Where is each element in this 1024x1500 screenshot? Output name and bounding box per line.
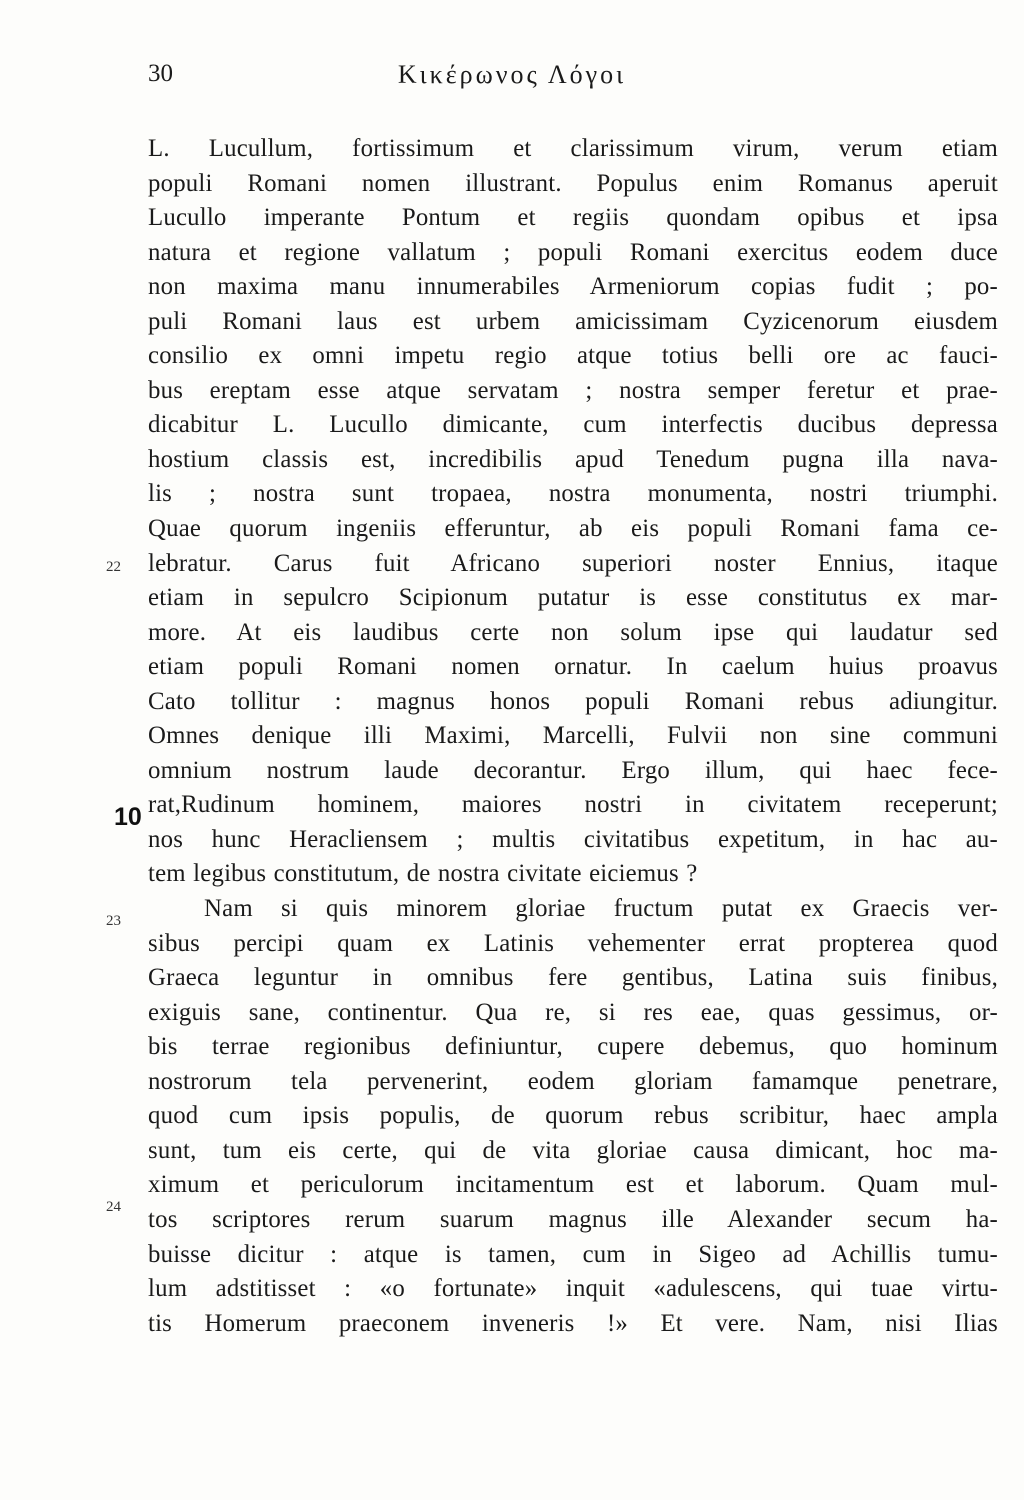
text-line: exiguis sane, continentur. Qua re, si res eae, quas gessimus, or- [148,998,998,1026]
section-marker-24 [0,1190,1024,1225]
text-line: Nam si quis minorem gloriae fructum putat ex Graecis ver- [204,895,998,923]
text-line: Graeca leguntur in omnibus fere gentibus, Latina suis finibus, [148,964,998,992]
text-line: ximum et periculorum incitamentum est et laborum. Quam mul- [148,1171,998,1199]
text-line: Omnes denique illi Maximi, Marcelli, Fulvii non sine communi [148,722,998,750]
text-line: Quae quorum ingeniis efferuntur, ab eis populi Romani fama ce- [148,515,998,543]
text-line: puli Romani laus est urbem amicissimam Cyzicenorum eiusdem [148,307,998,335]
text-line: sunt, tum eis certe, qui de vita gloriae causa dimicant, hoc ma- [148,1136,998,1164]
page-number: 30 [148,60,173,87]
body-text [148,132,998,1341]
text-line: etiam populi Romani nomen ornatur. In caelum huius proavus [148,653,998,681]
text-line: nos hunc Heracliensem ; multis civitatibus expetitum, in hac au- [148,825,998,853]
line-number: 10 [114,803,142,831]
text-line: more. At eis laudibus certe non solum ipse qui laudatur sed [148,618,998,646]
text-line: tos scriptores rerum suarum magnus ille Alexander secum ha- [148,1205,998,1233]
text-line: populi Romani nomen illustrant. Populus enim Romanus aperuit [148,169,998,197]
text-line: tem legibus constitutum, de nostra civitate eiciemus ? [148,860,698,888]
section-number: 24 [106,1199,121,1215]
text-line: sibus percipi quam ex Latinis vehementer errat propterea quod [148,929,998,957]
section-number: 23 [106,913,121,929]
text-line: lis ; nostra sunt tropaea, nostra monumenta, nostri triumphi. [148,480,998,508]
text-line: omnium nostrum laude decorantur. Ergo illum, qui haec fece- [148,756,998,784]
text-line: Lucullo imperante Pontum et regiis quondam opibus et ipsa [148,204,998,232]
page-header [0,60,1024,94]
text-line: dicabitur L. Lucullo dimicante, cum interfectis ducibus depressa [148,411,998,439]
text-line: Cato tollitur : magnus honos populi Romani rebus adiungitur. [148,687,998,715]
text-line: quod cum ipsis populis, de quorum rebus scribitur, haec ampla [148,1102,998,1130]
text-line: nostrorum tela pervenerint, eodem gloriam famamque penetrare, [148,1067,998,1095]
text-line: lebratur. Carus fuit Africano superiori noster Ennius, itaque [148,549,998,577]
text-line: hostium classis est, incredibilis apud Tenedum pugna illa nava- [148,445,998,473]
section-marker-22 [0,550,1024,585]
line-marker-10 [0,800,1024,835]
text-line: bis terrae regionibus definiuntur, cupere debemus, quo hominum [148,1033,998,1061]
section-number: 22 [106,559,121,575]
text-line: natura et regione vallatum ; populi Romani exercitus eodem duce [148,238,998,266]
text-line: tis Homerum praeconem inveneris !» Et vere. Nam, nisi Ilias [148,1309,998,1337]
text-line: lum adstitisset : «o fortunate» inquit «adulescens, qui tuae virtu- [148,1275,998,1303]
text-line: non maxima manu innumerabiles Armeniorum copias fudit ; po- [148,273,998,301]
text-line: consilio ex omni impetu regio atque totius belli ore ac fauci- [148,342,998,370]
text-line: bus ereptam esse atque servatam ; nostra semper feretur et prae- [148,376,998,404]
text-line: L. Lucullum, fortissimum et clarissimum virum, verum etiam [148,135,998,162]
running-title: Κικέρωνος Λόγοι [397,60,627,89]
text-line: rat,Rudinum hominem, maiores nostri in civitatem receperunt; [148,791,998,819]
section-marker-23 [0,904,1024,939]
text-line: buisse dicitur : atque is tamen, cum in Sigeo ad Achillis tumu- [148,1240,998,1268]
text-line: etiam in sepulcro Scipionum putatur is esse constitutus ex mar- [148,584,998,612]
